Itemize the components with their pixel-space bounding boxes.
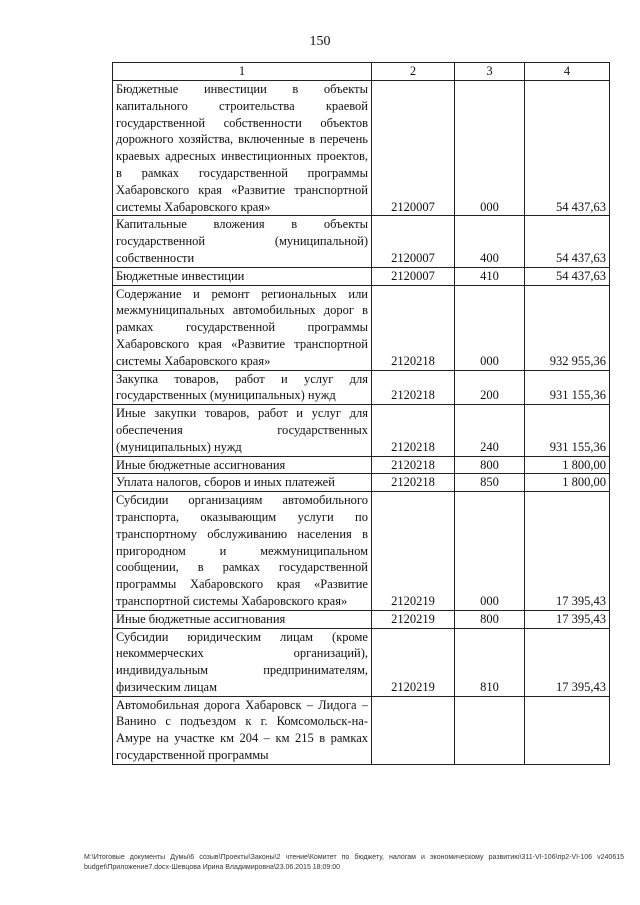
row-name-cell: Субсидии организациям автомобильного транспорта, оказывающим услуги по транспортному обслуживанию населения в пригородном и межмуниципальном сообщении, в рамках государственной программы Хабаровского края «Развитие транспортной системы Хабаровского края» bbox=[113, 492, 372, 611]
row-type-cell: 200 bbox=[455, 370, 525, 405]
table-row bbox=[113, 285, 610, 370]
table-row bbox=[113, 628, 610, 696]
row-code-cell: 2120219 bbox=[372, 610, 455, 628]
row-amount-cell: 54 437,63 bbox=[525, 81, 610, 216]
row-code-cell: 2120218 bbox=[372, 370, 455, 405]
row-type-cell: 000 bbox=[455, 492, 525, 611]
table-row bbox=[113, 456, 610, 474]
row-name-cell: Иные бюджетные ассигнования bbox=[113, 456, 372, 474]
row-name-cell: Иные бюджетные ассигнования bbox=[113, 610, 372, 628]
row-name-cell: Содержание и ремонт региональных или межмуниципальных автомобильных дорог в рамках государственной программы Хабаровского края «Развитие транспортной системы Хабаровского края» bbox=[113, 285, 372, 370]
row-name-cell: Субсидии юридическим лицам (кроме некоммерческих организаций), индивидуальным предпринимателям, физическим лицам bbox=[113, 628, 372, 696]
row-code-cell: 2120218 bbox=[372, 405, 455, 456]
row-code-cell: 2120219 bbox=[372, 628, 455, 696]
row-code-cell: 2120007 bbox=[372, 81, 455, 216]
row-type-cell: 400 bbox=[455, 216, 525, 267]
row-type-cell: 240 bbox=[455, 405, 525, 456]
table-row bbox=[113, 405, 610, 456]
row-amount-cell: 17 395,43 bbox=[525, 610, 610, 628]
row-type-cell: 800 bbox=[455, 610, 525, 628]
header-col-3: 3 bbox=[455, 63, 525, 81]
header-col-4: 4 bbox=[525, 63, 610, 81]
row-code-cell: 2120218 bbox=[372, 474, 455, 492]
row-amount-cell: 17 395,43 bbox=[525, 628, 610, 696]
row-amount-cell: 54 437,63 bbox=[525, 267, 610, 285]
row-type-cell: 800 bbox=[455, 456, 525, 474]
row-amount-cell: 932 955,36 bbox=[525, 285, 610, 370]
row-type-cell: 410 bbox=[455, 267, 525, 285]
row-amount-cell bbox=[525, 696, 610, 764]
row-name-cell: Закупка товаров, работ и услуг для государственных (муниципальных) нужд bbox=[113, 370, 372, 405]
table-row bbox=[113, 216, 610, 267]
row-code-cell: 2120219 bbox=[372, 492, 455, 611]
table-row bbox=[113, 696, 610, 764]
row-amount-cell: 1 800,00 bbox=[525, 456, 610, 474]
row-code-cell: 2120218 bbox=[372, 456, 455, 474]
row-type-cell bbox=[455, 696, 525, 764]
table-row bbox=[113, 492, 610, 611]
row-name-cell: Капитальные вложения в объекты государственной (муниципальной) собственности bbox=[113, 216, 372, 267]
table-row bbox=[113, 81, 610, 216]
row-type-cell: 000 bbox=[455, 81, 525, 216]
row-amount-cell: 54 437,63 bbox=[525, 216, 610, 267]
page-number: 150 bbox=[309, 34, 331, 49]
file-path-footer: M:\Итоговые документы Думы\6 созыв\Проекты\Законы\2 чтение\Комитет по бюджету, налогам и экономическому развитию\311-VI-106\пр2-VI-106 v240615 budget\Приложение7.docx-Шевцова Ирина Владимировна\23.06.2015 18:09:00 bbox=[84, 854, 624, 871]
row-code-cell bbox=[372, 696, 455, 764]
header-col-1: 1 bbox=[113, 63, 372, 81]
row-type-cell: 000 bbox=[455, 285, 525, 370]
table-row bbox=[113, 610, 610, 628]
row-name-cell: Бюджетные инвестиции в объекты капитального строительства краевой государственной собственности объектов дорожного хозяйства, включенные в перечень краевых адресных инвестиционных проектов, в рамках государственной программы Хабаровского края «Развитие транспортной системы Хабаровского края» bbox=[113, 81, 372, 216]
row-amount-cell: 931 155,36 bbox=[525, 405, 610, 456]
table-row bbox=[113, 474, 610, 492]
row-amount-cell: 17 395,43 bbox=[525, 492, 610, 611]
row-type-cell: 850 bbox=[455, 474, 525, 492]
header-col-2: 2 bbox=[372, 63, 455, 81]
budget-table bbox=[112, 62, 610, 765]
row-name-cell: Бюджетные инвестиции bbox=[113, 267, 372, 285]
row-amount-cell: 931 155,36 bbox=[525, 370, 610, 405]
row-code-cell: 2120007 bbox=[372, 267, 455, 285]
row-name-cell: Иные закупки товаров, работ и услуг для обеспечения государственных (муниципальных) нужд bbox=[113, 405, 372, 456]
row-code-cell: 2120218 bbox=[372, 285, 455, 370]
row-amount-cell: 1 800,00 bbox=[525, 474, 610, 492]
table-header-row bbox=[113, 63, 610, 81]
row-type-cell: 810 bbox=[455, 628, 525, 696]
table-row bbox=[113, 370, 610, 405]
row-code-cell: 2120007 bbox=[372, 216, 455, 267]
table-row bbox=[113, 267, 610, 285]
row-name-cell: Автомобильная дорога Хабаровск – Лидога – Ванино с подъездом к г. Комсомольск-на-Амуре на участке км 204 – км 215 в рамках государственной программы bbox=[113, 696, 372, 764]
row-name-cell: Уплата налогов, сборов и иных платежей bbox=[113, 474, 372, 492]
